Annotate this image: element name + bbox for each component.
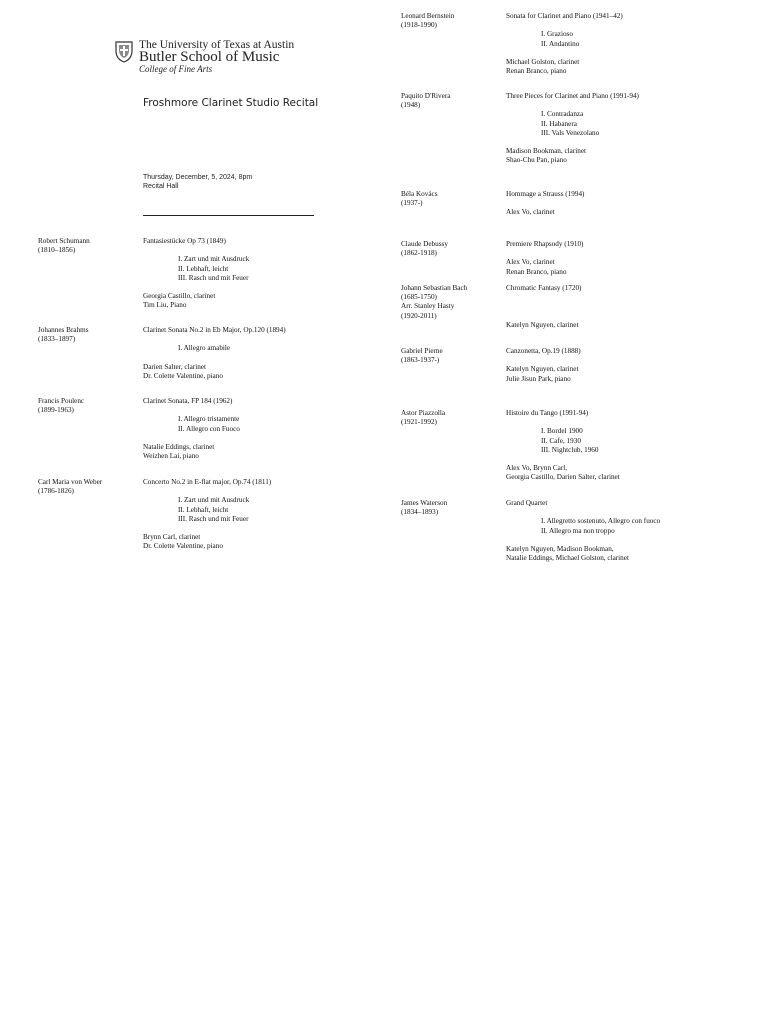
composer-line: (1862-1918) [401, 249, 437, 258]
spacer [506, 455, 620, 464]
spacer [143, 487, 271, 496]
performer-line: Alex Vo, clarinet [506, 258, 555, 267]
composer-line: Carl Maria von Weber [38, 478, 103, 486]
college-name: College of Fine Arts [139, 64, 213, 74]
performer-line: Tim Liu, Piano [143, 301, 187, 310]
spacer [506, 138, 639, 147]
composer-line: Paquito D'Rivera [401, 92, 451, 100]
composer-block [401, 190, 438, 208]
movement: II. Allegro ma non troppo [541, 526, 615, 535]
performer-line: Katelyn Nguyen, clarinet [506, 365, 579, 374]
performer-line: Julie Jisun Park, piano [506, 374, 571, 383]
composer-line: (1948) [401, 101, 421, 110]
movement: I. Allegretto sostenuto, Allegro con fuoco [541, 517, 661, 526]
spacer [506, 249, 583, 258]
performer-line: Brynn Carl, clarinet [143, 533, 201, 542]
piece-title: Premiere Rhapsody (1910) [506, 240, 584, 248]
composer-line: Claude Debussy [401, 240, 448, 248]
movement: III. Nightclub, 1960 [541, 445, 599, 454]
recital-title: Froshmore Clarinet Studio Recital [143, 97, 319, 109]
piece-title: Histoire du Tango (1991-94) [506, 409, 589, 417]
movement: I. Allegro tristamente [178, 415, 240, 424]
composer-block [401, 12, 454, 30]
piece-block [506, 240, 583, 277]
piece-block [506, 347, 581, 384]
piece-title: Hommage a Strauss (1994) [506, 190, 585, 198]
performer-line: Katelyn Nguyen, Madison Bookman, [506, 544, 614, 553]
performer-line: Dr. Colette Valentine, piano [143, 542, 223, 551]
performer-line: Natalie Eddings, clarinet [143, 442, 215, 451]
movement: II. Cafe, 1930 [541, 436, 581, 445]
movement: II. Andantino [541, 39, 580, 48]
piece-title: Canzonetta, Op.19 (1888) [506, 347, 581, 355]
composer-line: James Waterson [401, 499, 448, 507]
piece-title: Grand Quartet [506, 499, 548, 507]
movement: I. Bordel 1900 [541, 427, 583, 436]
movement: I. Grazioso [541, 30, 573, 39]
spacer [506, 508, 660, 517]
piece-title: Clarinet Sonata No.2 in Eb Major, Op.120 (1894) [143, 326, 286, 334]
composer-line: Robert Schumann [38, 237, 90, 245]
composer-line: (1918-1990) [401, 21, 437, 30]
composer-line: (1921-1992) [401, 418, 437, 427]
spacer [506, 101, 639, 110]
composer-line: Francis Poulenc [38, 397, 85, 405]
composer-line: (1810–1856) [38, 246, 76, 255]
spacer [506, 49, 623, 58]
composer-line: Gabriel Pierne [401, 347, 443, 355]
movement: II. Lebhaft, leicht [178, 264, 229, 273]
spacer [143, 283, 249, 292]
piece-block [506, 284, 581, 330]
spacer [143, 246, 249, 255]
composer-line: (1833–1897) [38, 335, 76, 344]
piece-title: Concerto No.2 in E-flat major, Op.74 (1811) [143, 478, 272, 486]
movement: II. Lebhaft, leicht [178, 505, 229, 514]
composer-line: (1899-1963) [38, 406, 74, 415]
ut-seal-icon [114, 40, 134, 64]
performer-line: Alex Vo, clarinet [506, 208, 555, 217]
piece-title: Sonata for Clarinet and Piano (1941–42) [506, 12, 623, 20]
composer-line: Leonard Bernstein [401, 12, 455, 20]
performer-line: Alex Vo, Brynn Carl, [506, 464, 568, 473]
movement: II. Habanera [541, 119, 577, 128]
university-logo [114, 39, 304, 75]
movement: III. Vals Venezolano [541, 128, 600, 137]
composer-block [401, 92, 450, 110]
composer-line: (1685-1750) [401, 293, 437, 302]
movement: II. Allegro con Fuoco [178, 424, 240, 433]
piece-block [506, 190, 584, 218]
movement: III. Rasch und mit Feuer [178, 273, 249, 282]
composer-line: Astor Piazzolla [401, 409, 446, 417]
spacer [506, 536, 660, 545]
spacer [506, 356, 581, 365]
composer-block [401, 240, 448, 258]
piece-block [506, 409, 620, 483]
composer-block [401, 499, 447, 517]
piece-block [506, 92, 639, 166]
piece-title: Chromatic Fantasy (1720) [506, 284, 582, 292]
composer-block [401, 347, 443, 365]
performer-line: Georgia Castillo, clarinet [143, 292, 216, 301]
composer-line: (1786-1826) [38, 487, 74, 496]
spacer [506, 418, 620, 427]
piece-title: Clarinet Sonata, FP 184 (1962) [143, 397, 233, 405]
movement: I. Zart und mit Ausdruck [178, 496, 250, 505]
piece-title: Fantasiestücke Op 73 (1849) [143, 237, 226, 245]
spacer [143, 335, 286, 344]
composer-line: Arr. Stanley Hasty [401, 302, 455, 311]
movement: I. Contradanza [541, 110, 584, 119]
spacer [143, 406, 240, 415]
piece-block [506, 499, 660, 563]
spacer [506, 199, 584, 208]
performer-line: Katelyn Nguyen, clarinet [506, 320, 579, 329]
performer-line: Renan Branco, piano [506, 67, 567, 76]
composer-block [401, 284, 467, 321]
performer-line: Madison Bookman, clarinet [506, 147, 587, 156]
composer-line: Béla Kovács [401, 190, 438, 198]
spacer [143, 524, 271, 533]
piece-title: Three Pieces for Clarinet and Piano (1991-94) [506, 92, 639, 100]
performer-line: Shao-Chu Pan, piano [506, 156, 567, 165]
recital-venue: Recital Hall [143, 183, 179, 190]
divider [143, 215, 314, 216]
composer-block [38, 397, 84, 415]
performer-line: Dr. Colette Valentine, piano [143, 371, 223, 380]
composer-line: Johannes Brahms [38, 326, 89, 334]
composer-block [401, 409, 445, 427]
piece-block [143, 326, 286, 381]
performer-line: Darien Salter, clarinet [143, 362, 206, 371]
piece-block [143, 237, 249, 311]
movement: III. Rasch und mit Feuer [178, 514, 249, 523]
performer-line: Renan Branco, piano [506, 267, 567, 276]
piece-block [143, 397, 240, 461]
performer-line: Weizhen Lai, piano [143, 452, 199, 461]
composer-line: (1863-1937-) [401, 356, 440, 365]
performer-line: Michael Golston, clarinet [506, 57, 580, 66]
spacer [506, 312, 581, 321]
spacer [506, 293, 581, 302]
spacer [143, 354, 286, 363]
composer-block [38, 478, 102, 496]
composer-line: (1937-) [401, 199, 423, 208]
composer-line: Johann Sebastian Bach [401, 284, 468, 292]
university-name: The University of Texas at Austin [139, 39, 295, 51]
movement: I. Allegro amabile [178, 344, 231, 353]
spacer [506, 21, 623, 30]
piece-block [143, 478, 271, 552]
recital-date: Thursday, December, 5, 2024, 8pm [143, 174, 253, 181]
composer-line: (1834–1893) [401, 508, 439, 517]
movement: I. Zart und mit Ausdruck [178, 255, 250, 264]
composer-block [38, 326, 89, 344]
school-name: Butler School of Music [139, 49, 280, 65]
performer-line: Natalie Eddings, Michael Golston, clarinet [506, 554, 629, 563]
spacer [506, 302, 581, 311]
composer-line: (1920-2011) [401, 311, 437, 320]
spacer [143, 434, 240, 443]
performer-line: Georgia Castillo, Darien Salter, clarinet [506, 473, 620, 482]
piece-block [506, 12, 623, 76]
composer-block [38, 237, 90, 255]
